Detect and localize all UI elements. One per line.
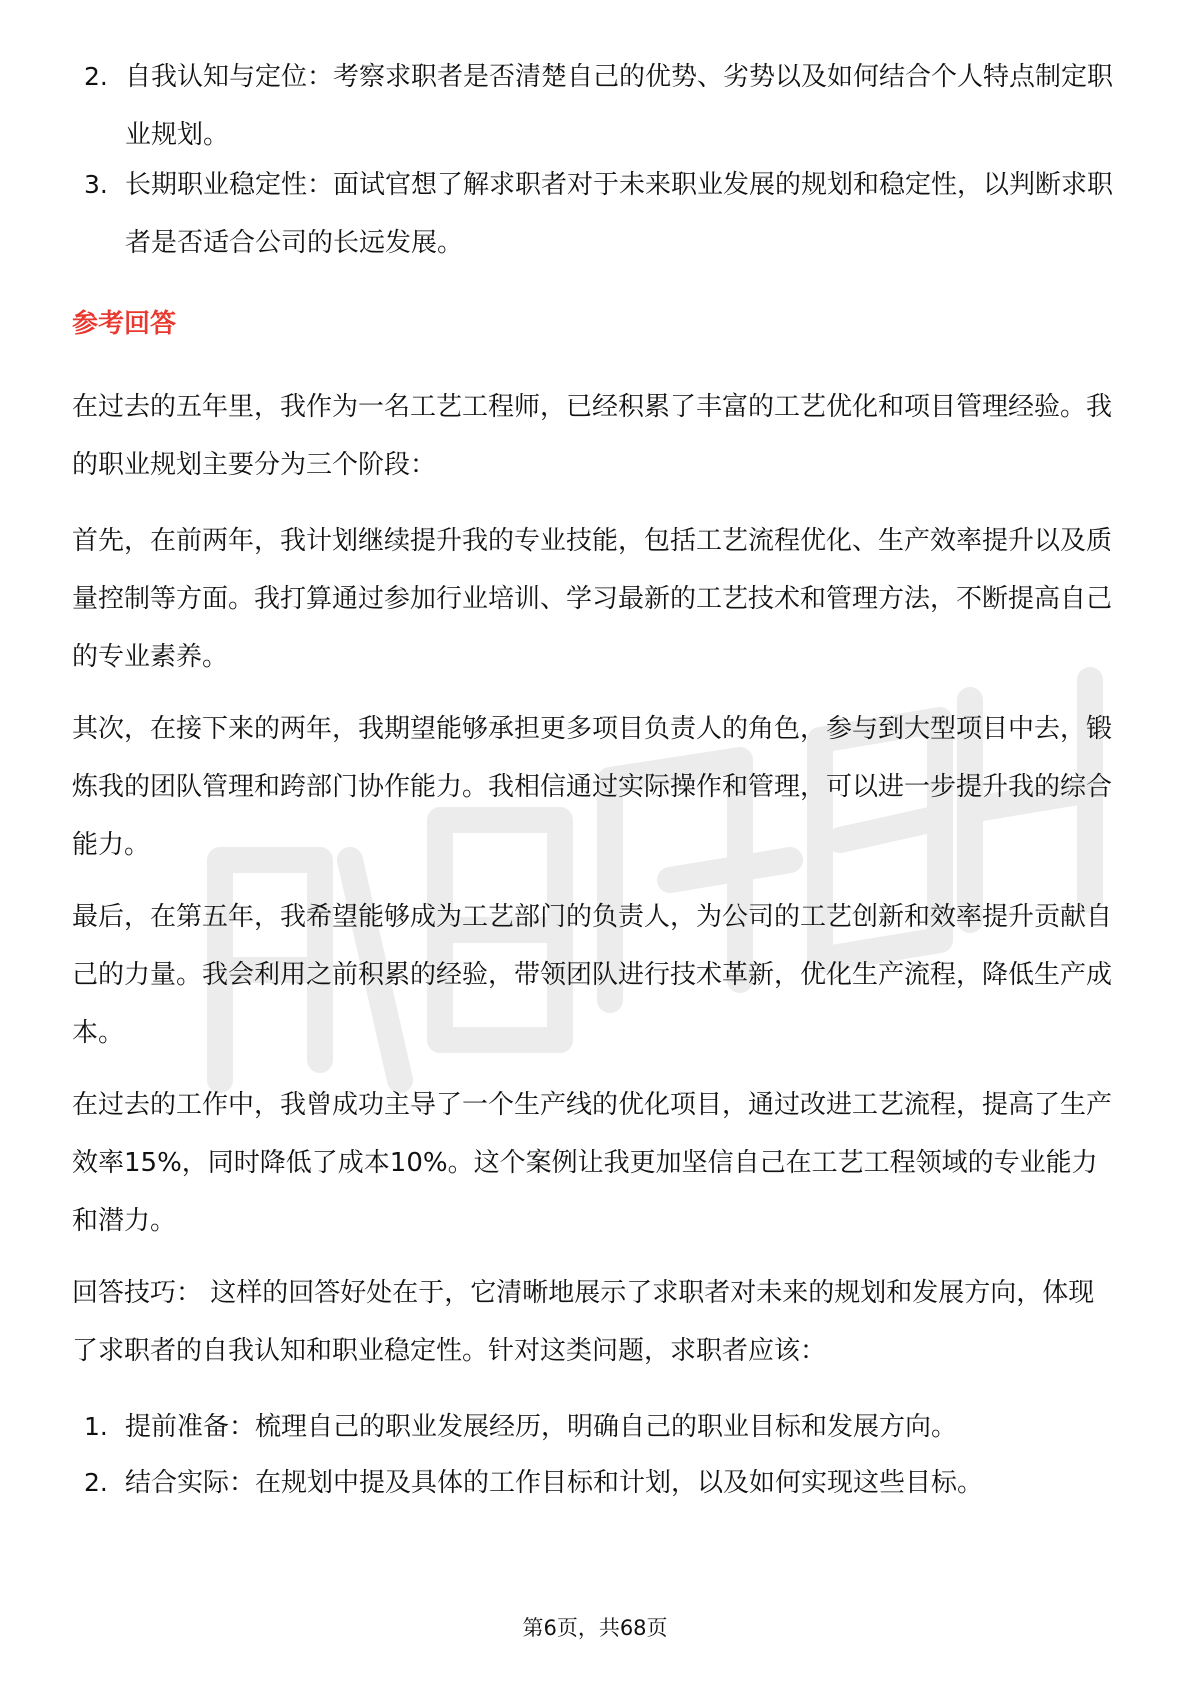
list-text: 提前准备：梳理自己的职业发展经历，明确自己的职业目标和发展方向。 (125, 1412, 958, 1442)
list-text: 结合实际：在规划中提及具体的工作目标和计划，以及如何实现这些目标。 (125, 1468, 984, 1498)
page-footer: 第6页，共68页 (522, 1616, 668, 1640)
list-text: 长期职业稳定性：面试官想了解求职者对于未来职业发展的规划和稳定性，以判断求职者是否适合公司的长远发展。 (125, 170, 1114, 258)
paragraph-case: 在过去的工作中，我曾成功主导了一个生产线的优化项目，通过改进工艺流程，提高了生产效率15%，同时降低了成本10%。这个案例让我更加坚信自己在工艺工程领域的专业能力和潜力。 (72, 1090, 1113, 1236)
section-heading: 参考回答 (72, 309, 177, 339)
list-number: 2. (84, 1468, 108, 1497)
list-number: 1. (84, 1412, 108, 1441)
list-number: 2. (84, 62, 108, 91)
paragraph-first-stage: 首先，在前两年，我计划继续提升我的专业技能，包括工艺流程优化、生产效率提升以及质量控制等方面。我打算通过参加行业培训、学习最新的工艺技术和管理方法，不断提高自己的专业素养。 (72, 526, 1113, 672)
paragraph-third-stage: 最后，在第五年，我希望能够成为工艺部门的负责人，为公司的工艺创新和效率提升贡献自己的力量。我会利用之前积累的经验，带领团队进行技术革新，优化生产流程，降低生产成本。 (72, 902, 1113, 1048)
list-text: 自我认知与定位：考察求职者是否清楚自己的优势、劣势以及如何结合个人特点制定职业规划。 (125, 62, 1114, 150)
paragraph-intro: 在过去的五年里，我作为一名工艺工程师，已经积累了丰富的工艺优化和项目管理经验。我的职业规划主要分为三个阶段： (72, 392, 1113, 480)
paragraph-second-stage: 其次，在接下来的两年，我期望能够承担更多项目负责人的角色，参与到大型项目中去，锻炼我的团队管理和跨部门协作能力。我相信通过实际操作和管理，可以进一步提升我的综合能力。 (72, 714, 1113, 860)
list-number: 3. (84, 170, 108, 199)
paragraph-tips: 回答技巧： 这样的回答好处在于，它清晰地展示了求职者对未来的规划和发展方向，体现了求职者的自我认知和职业稳定性。针对这类问题，求职者应该： (72, 1278, 1095, 1366)
